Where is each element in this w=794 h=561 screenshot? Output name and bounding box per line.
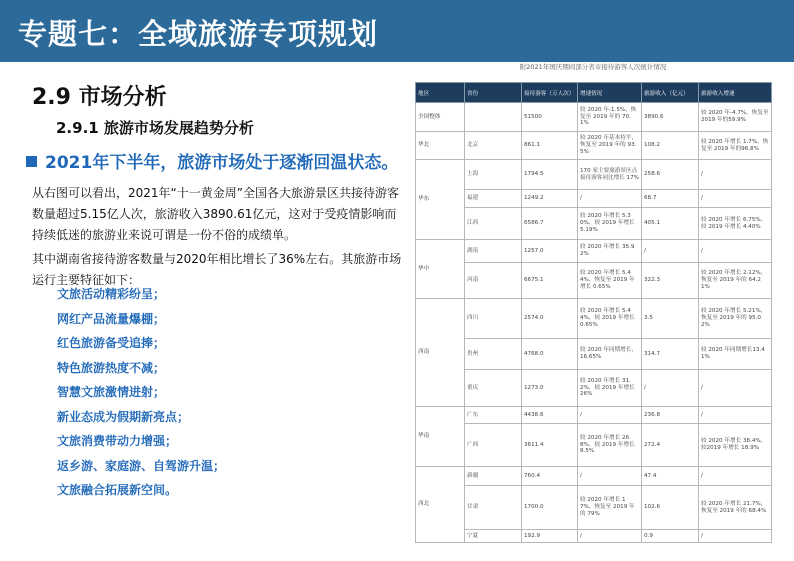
revenue-cell: 314.7 — [642, 339, 699, 370]
visitors-cell: 3611.4 — [522, 424, 578, 467]
growth-cell: 较 2020 年增长 26.8%，较 2019 年增长 8.5% — [578, 424, 642, 467]
region-cell: 华中 — [416, 240, 465, 299]
header-banner — [0, 0, 794, 62]
visitors-cell: 1257.0 — [522, 240, 578, 263]
province-cell: 宁夏 — [465, 530, 522, 543]
table-row — [416, 424, 772, 467]
revenue-cell: 258.6 — [642, 160, 699, 190]
growth-cell: / — [578, 530, 642, 543]
visitors-cell: 760.4 — [522, 467, 578, 486]
revenue-cell: 47.4 — [642, 467, 699, 486]
feature-item: 文旅融合拓展新空间。 — [57, 483, 178, 497]
column-header: 地区 — [416, 83, 465, 103]
province-cell: 上海 — [465, 160, 522, 190]
revenue-growth-cell: 较 2020 年增长 6.75%，较 2019 年增长 4.40% — [699, 208, 772, 240]
visitors-cell: 2574.0 — [522, 299, 578, 339]
growth-cell: 较 2020 年基本持平，恢复至 2019 年的 93.5% — [578, 132, 642, 160]
headline — [26, 148, 398, 173]
table-body — [416, 103, 772, 543]
revenue-cell: 0.9 — [642, 530, 699, 543]
region-cell: 全国整体 — [416, 103, 465, 132]
feature-list — [57, 282, 225, 503]
subsection-title: 2.9.1 旅游市场发展趋势分析 — [56, 119, 254, 137]
revenue-growth-cell: 较 2020 年增长 1.7%，恢复至 2019 年的96.8% — [699, 132, 772, 160]
revenue-growth-cell: / — [699, 190, 772, 208]
region-cell: 西北 — [416, 467, 465, 543]
province-cell: 新疆 — [465, 467, 522, 486]
visitors-cell: 4438.6 — [522, 407, 578, 424]
revenue-cell: 272.4 — [642, 424, 699, 467]
revenue-cell: 68.7 — [642, 190, 699, 208]
table-row — [416, 190, 772, 208]
table-caption: 附2021年国庆期间部分省市接待游客人次统计情况 — [519, 63, 667, 71]
visitors-cell: 861.1 — [522, 132, 578, 160]
revenue-cell: / — [642, 370, 699, 407]
revenue-growth-cell: / — [699, 530, 772, 543]
column-header: 省份 — [465, 83, 522, 103]
revenue-growth-cell: 较 2020 年增长 38.4%，较2019 年增长 18.9% — [699, 424, 772, 467]
region-cell: 华南 — [416, 407, 465, 467]
revenue-growth-cell: / — [699, 370, 772, 407]
province-cell: 贵州 — [465, 339, 522, 370]
province-cell: 甘肃 — [465, 486, 522, 530]
feature-item: 红色旅游备受追捧； — [57, 336, 166, 350]
page-title: 专题七：全域旅游专项规划 — [18, 17, 379, 51]
province-cell: 河南 — [465, 263, 522, 299]
region-cell: 华北 — [416, 132, 465, 160]
table-row — [416, 530, 772, 543]
table-row — [416, 299, 772, 339]
feature-item: 网红产品流量爆棚； — [57, 311, 166, 326]
paragraph-1: 从右图可以看出，2021年“十一黄金周”全国各大旅游景区共接待游客数量超过5.15亿人次，旅游收入3890.61亿元，这对于受疫情影响而持续低迷的旅游业来说可谓是一份不俗的成绩单。 — [32, 186, 399, 242]
table-row — [416, 132, 772, 160]
visitors-cell: 6586.7 — [522, 208, 578, 240]
column-header: 接待游客（万人次） — [522, 83, 578, 103]
table-row — [416, 486, 772, 530]
revenue-growth-cell: 较 2020 年增长 21.7%，恢复至 2019 年的 68.4% — [699, 486, 772, 530]
visitors-cell: 51500 — [522, 103, 578, 132]
square-bullet-icon — [26, 156, 37, 167]
visitors-cell: 4768.0 — [522, 339, 578, 370]
growth-cell: 较 2020 年增长 5.44%，较 2019 年增长 0.65% — [578, 299, 642, 339]
growth-cell: 较 2020 年增长 35.92% — [578, 240, 642, 263]
province-cell: 四川 — [465, 299, 522, 339]
paragraph-2: 其中湖南省接待游客数量与2020年相比增长了36%左右。其旅游市场运行主要特征如下： — [32, 252, 402, 287]
region-cell: 西南 — [416, 299, 465, 407]
visitors-cell: 192.9 — [522, 530, 578, 543]
table-row — [416, 467, 772, 486]
revenue-growth-cell: / — [699, 160, 772, 190]
table-header-row — [416, 83, 772, 103]
table-row — [416, 208, 772, 240]
feature-item: 智慧文旅激情进射； — [57, 385, 166, 399]
revenue-growth-cell: 较 2020 年增长 2.12%，恢复至 2019 年的 64.21% — [699, 263, 772, 299]
growth-cell: / — [578, 190, 642, 208]
column-header: 增速情况 — [578, 83, 642, 103]
visitors-cell: 1700.0 — [522, 486, 578, 530]
table-row — [416, 407, 772, 424]
feature-item: 文旅活动精彩纷呈； — [57, 287, 166, 301]
revenue-growth-cell: / — [699, 240, 772, 263]
table-row — [416, 370, 772, 407]
visitors-cell: 1794.5 — [522, 160, 578, 190]
visitors-cell: 1249.2 — [522, 190, 578, 208]
table-row — [416, 103, 772, 132]
growth-cell: 170 家主要旅游景区点接待游客同比增长 17% — [578, 160, 642, 190]
table-row — [416, 263, 772, 299]
growth-cell: / — [578, 407, 642, 424]
growth-cell: / — [578, 467, 642, 486]
tourism-stats-table — [415, 82, 771, 548]
province-cell: 广东 — [465, 407, 522, 424]
revenue-growth-cell: 较 2020 年同期增长13.41% — [699, 339, 772, 370]
column-header: 旅游收入（亿元） — [642, 83, 699, 103]
province-cell — [465, 103, 522, 132]
feature-item: 特色旅游热度不减； — [57, 360, 166, 375]
growth-cell: 较 2020 年增长 5.30%，较 2019 年增长 5.19% — [578, 208, 642, 240]
revenue-growth-cell: / — [699, 407, 772, 424]
table-row — [416, 339, 772, 370]
province-cell: 福建 — [465, 190, 522, 208]
growth-cell: 较 2020 年增长 17%，恢复至 2019 年的 79% — [578, 486, 642, 530]
revenue-growth-cell: 较 2020 年-4.7%，恢复至 2019 年的59.9% — [699, 103, 772, 132]
growth-cell: 较 2020 年同期增长，16.65% — [578, 339, 642, 370]
province-cell: 重庆 — [465, 370, 522, 407]
growth-cell: 较 2020 年增长 5.44%，恢复至 2019 年增长 0.65% — [578, 263, 642, 299]
revenue-cell: 3890.6 — [642, 103, 699, 132]
growth-cell: 较 2020 年-1.5%，恢复至 2019 年的 70.1% — [578, 103, 642, 132]
revenue-cell: 236.8 — [642, 407, 699, 424]
headline-text: 2021年下半年，旅游市场处于逐渐回温状态。 — [45, 153, 399, 173]
feature-item: 新业态成为假期新亮点； — [57, 409, 190, 424]
province-cell: 江西 — [465, 208, 522, 240]
region-cell: 华东 — [416, 160, 465, 240]
table-row — [416, 240, 772, 263]
revenue-cell: 3.5 — [642, 299, 699, 339]
table-row — [416, 160, 772, 190]
column-header: 旅游收入增速 — [699, 83, 772, 103]
revenue-growth-cell: / — [699, 467, 772, 486]
feature-item: 文旅消费带动力增强； — [57, 434, 178, 448]
growth-cell: 较 2020 年增长 31.2%，较 2019 年增长 26% — [578, 370, 642, 407]
revenue-cell: 322.3 — [642, 263, 699, 299]
revenue-cell: / — [642, 240, 699, 263]
feature-item: 返乡游、家庭游、自驾游升温； — [57, 458, 226, 473]
revenue-cell: 405.1 — [642, 208, 699, 240]
visitors-cell: 6675.1 — [522, 263, 578, 299]
province-cell: 北京 — [465, 132, 522, 160]
section-title: 2.9 市场分析 — [32, 85, 167, 110]
visitors-cell: 1273.0 — [522, 370, 578, 407]
province-cell: 广西 — [465, 424, 522, 467]
revenue-cell: 102.6 — [642, 486, 699, 530]
revenue-growth-cell: 较 2020 年增长 5.21%，恢复至 2019 年的 95.02% — [699, 299, 772, 339]
province-cell: 湖南 — [465, 240, 522, 263]
revenue-cell: 108.2 — [642, 132, 699, 160]
